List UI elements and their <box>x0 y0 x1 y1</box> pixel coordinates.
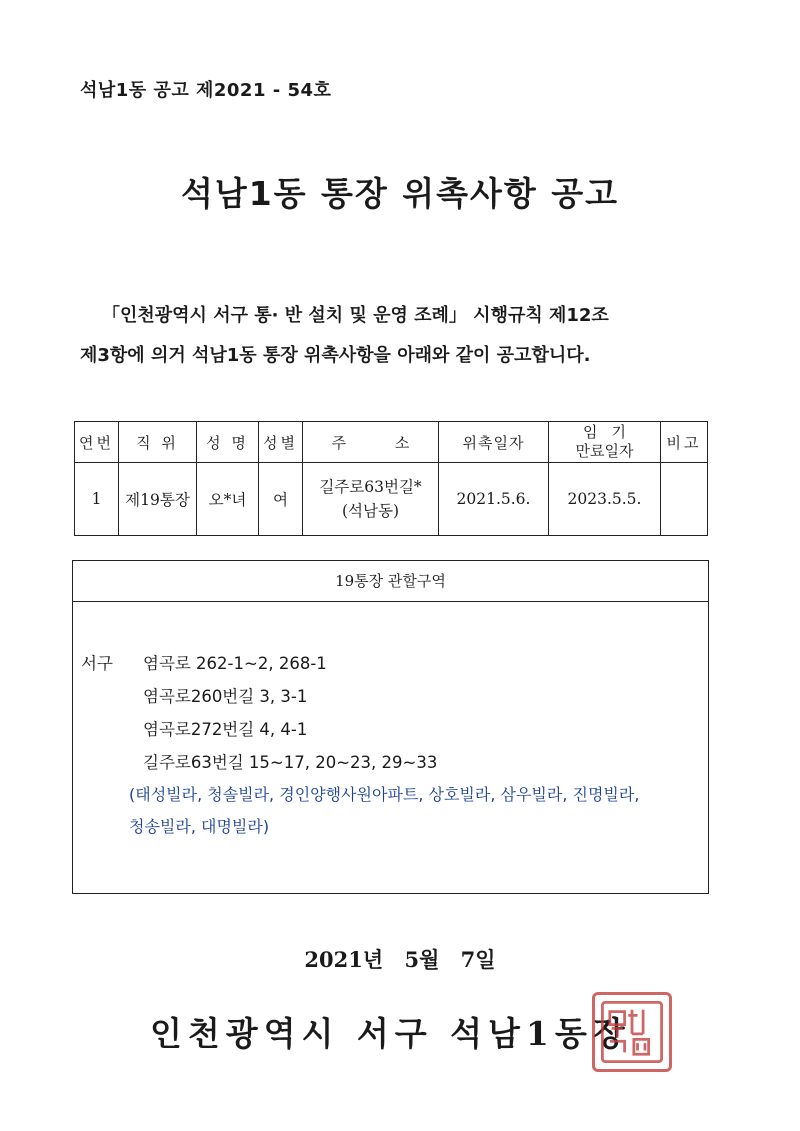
header-remarks: 비고 <box>661 422 708 463</box>
cell-expiry: 2023.5.5. <box>549 463 661 536</box>
jurisdiction-box <box>72 560 709 894</box>
cell-gender: 여 <box>259 463 303 536</box>
intro-line-2: 제3항에 의거 석남1동 통장 위촉사항을 아래와 같이 공고합니다. <box>80 345 591 366</box>
jurisdiction-line: 길주로63번길 15~17, 20~23, 29~33 <box>143 753 438 772</box>
cell-position: 제19통장 <box>119 463 197 536</box>
jurisdiction-line-text: 염곡로 262-1~2, 268-1 <box>143 654 327 673</box>
official-seal-stamp <box>592 992 672 1072</box>
document-number: 석남1동 공고 제2021 - 54호 <box>80 80 332 101</box>
jurisdiction-lines <box>81 647 639 843</box>
jurisdiction-line: 염곡로260번길 3, 3-1 <box>143 687 308 706</box>
header-position: 직 위 <box>119 422 197 463</box>
issue-date: 2021년 5월 7일 <box>304 947 496 972</box>
cell-address-line-2: (석남동) <box>341 502 399 520</box>
table-header-row <box>75 422 708 463</box>
cell-name: 오*녀 <box>197 463 259 536</box>
district-prefix: 서구 <box>81 654 113 673</box>
building-list-line-1: (태성빌라, 청솔빌라, 경인양행사원아파트, 상호빌라, 삼우빌라, 진명빌라, <box>129 785 640 804</box>
header-appointed: 위촉일자 <box>439 422 549 463</box>
cell-address-line-1: 길주로63번길* <box>319 478 422 496</box>
cell-no: 1 <box>75 463 119 536</box>
header-gender: 성별 <box>259 422 303 463</box>
appointment-table <box>74 421 708 536</box>
page-title: 석남1동 통장 위촉사항 공고 <box>180 174 620 213</box>
cell-appointed: 2021.5.6. <box>439 463 549 536</box>
jurisdiction-line: 염곡로272번길 4, 4-1 <box>143 720 308 739</box>
cell-remarks <box>661 463 708 536</box>
jurisdiction-line <box>81 647 639 680</box>
header-expiry-line-2: 만료일자 <box>575 442 634 460</box>
seal-icon <box>595 995 669 1069</box>
jurisdiction-title: 19통장 관할구역 <box>73 561 708 602</box>
intro-line-1: 「인천광역시 서구 통· 반 설치 및 운영 조례」 시행규칙 제12조 <box>102 305 609 326</box>
header-address: 주 소 <box>303 422 439 463</box>
header-no: 연번 <box>75 422 119 463</box>
issuer-name: 인천광역시 서구 석남1동장 <box>150 1014 631 1053</box>
header-expiry <box>549 422 661 463</box>
building-list-line-2: 청송빌라, 대명빌라) <box>129 817 270 836</box>
cell-address <box>303 463 439 536</box>
table-row <box>75 463 708 536</box>
header-expiry-line-1: 임기 <box>583 423 640 441</box>
intro-paragraph <box>80 296 720 376</box>
header-name: 성 명 <box>197 422 259 463</box>
